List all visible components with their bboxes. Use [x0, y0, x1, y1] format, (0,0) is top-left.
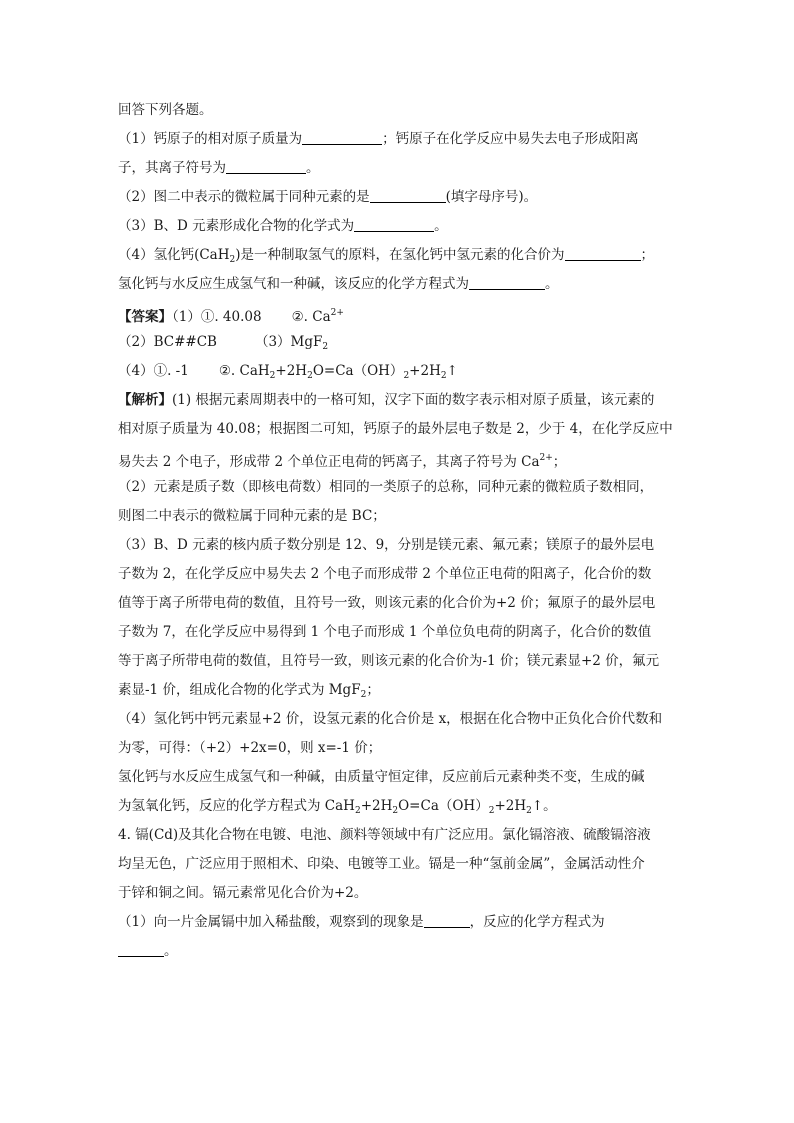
subscript: 2 [229, 255, 236, 265]
subscript: 2 [488, 806, 495, 816]
subscript: 2 [307, 371, 313, 381]
subscript: 2 [392, 806, 399, 816]
analysis-label: 【解析】 [118, 392, 172, 408]
answer-blank [370, 186, 446, 203]
answer-blank [469, 273, 545, 290]
text: 均呈无色，广泛应用于照相术、印染、电镀等工业。镉是一种“氢前金属”，金属活动性介 [118, 856, 645, 872]
question-4-line [118, 241, 678, 270]
superscript: 2+ [539, 453, 553, 463]
answer-label: 【答案】 [118, 309, 172, 325]
subscript: 2 [360, 690, 367, 700]
answer-line-2 [118, 328, 678, 357]
question-3-line [118, 212, 678, 241]
text: ②. CaH [218, 363, 270, 379]
problem-4-question-1-line [118, 908, 678, 937]
text: ，反应的化学方程式为 [469, 914, 605, 930]
answer-blank [226, 157, 306, 174]
analysis-line-12 [118, 705, 678, 734]
text: O=Ca（OH） [312, 363, 404, 379]
answer-line-1 [118, 299, 678, 328]
analysis-line-10 [118, 647, 678, 676]
superscript: 2+ [330, 308, 344, 318]
text: （4）氢化钙中钙元素显+2 价，设氢元素的化合价是 x，根据在化合物中正负化合价代数和 [118, 711, 663, 727]
text: 于锌和铜之间。镉元素常见化合价为+2。 [118, 885, 368, 901]
problem-4-line-2 [118, 850, 678, 879]
text: )是一种制取氢气的原料，在氢化钙中氢元素的化合价为 [235, 247, 565, 263]
answer-line-3 [118, 357, 678, 386]
text: 。 [306, 160, 320, 176]
problem-4-line-3 [118, 879, 678, 908]
question-1-cont-line [118, 154, 678, 183]
subscript: 2 [269, 371, 276, 381]
analysis-line-9 [118, 618, 678, 647]
text: （2）BC##CB [118, 334, 217, 350]
subscript: 2 [354, 806, 361, 816]
text: （1）钙原子的相对原子质量为 [118, 131, 303, 147]
analysis-line-1 [118, 386, 678, 415]
analysis-line-5 [118, 502, 678, 531]
problem-4-line-1 [118, 821, 678, 850]
subscript: 2 [322, 342, 329, 352]
text: 为零，可得：（+2）+2x=0，则 x=-1 价； [118, 740, 382, 756]
analysis-line-7 [118, 560, 678, 589]
question-4-cont-line [118, 270, 678, 299]
text: （3）B、D 元素的核内质子数分别是 12、9，分别是镁元素、氟元素；镁原子的最外层电 [118, 537, 655, 553]
text: 相对原子质量为 40.08；根据图二可知，钙原子的最外层电子数是 2，少于 4，在化学反应中 [118, 421, 673, 437]
text: ； [552, 454, 567, 470]
text: +2H [409, 363, 441, 379]
text: 氢化钙与水反应生成氢气和一种碱，由质量守恒定律，反应前后元素种类不变，生成的碱 [118, 769, 645, 785]
text: 子，其离子符号为 [118, 160, 226, 176]
text: ↑。 [531, 798, 557, 814]
question-2-line [118, 183, 678, 212]
text: （1）①. 40.08 [172, 309, 262, 325]
analysis-line-4 [118, 473, 678, 502]
subscript: 2 [526, 806, 532, 816]
text: （3）B、D 元素形成化合物的化学式为 [118, 218, 355, 234]
analysis-line-8 [118, 589, 678, 618]
analysis-line-3 [118, 444, 678, 473]
text: 为氢氧化钙，反应的化学方程式为 CaH [118, 798, 355, 814]
problem-4-question-1-cont-line [118, 937, 678, 966]
answer-blank [565, 244, 641, 261]
answer-blank [118, 940, 164, 957]
text: 。 [434, 218, 448, 234]
text: ↑ [446, 363, 458, 379]
text: 易失去 2 个电子，形成带 2 个单位正电荷的钙离子，其离子符号为 Ca [118, 454, 540, 470]
text: ； [366, 682, 380, 698]
text: (1) 根据元素周期表中的一格可知，汉字下面的数字表示相对原子质量，该元素的 [172, 392, 655, 408]
text: +2H [494, 798, 527, 814]
text: ②. Ca [291, 309, 331, 325]
subscript: 2 [403, 371, 410, 381]
analysis-line-6 [118, 531, 678, 560]
text: ； [640, 247, 655, 263]
text: 氢化钙与水反应生成氢气和一种碱，该反应的化学方程式为 [118, 276, 469, 292]
text: ；钙原子在化学反应中易失去电子形成阳离 [382, 131, 639, 147]
analysis-line-15 [118, 792, 678, 821]
analysis-line-2 [118, 415, 678, 444]
analysis-line-11 [118, 676, 678, 705]
text: 则图二中表示的微粒属于同种元素的是 BC； [118, 508, 386, 524]
text: (填字母序号)。 [445, 189, 538, 205]
question-1-line [118, 125, 678, 154]
text: 4. 镉(Cd)及其化合物在电镀、电池、颜料等领域中有广泛应用。氯化镉溶液、硫酸镉溶液 [118, 827, 651, 843]
text: +2H [275, 363, 308, 379]
text: （4）①. -1 [118, 363, 189, 379]
text: 子数为 2，在化学反应中易失去 2 个电子而形成带 2 个单位正电荷的阳离子，化合价的数 [118, 566, 652, 582]
text: +2H [360, 798, 393, 814]
analysis-line-13 [118, 734, 678, 763]
text: （2）图二中表示的微粒属于同种元素的是 [118, 189, 370, 205]
text: （1）向一片金属镉中加入稀盐酸，观察到的现象是 [118, 914, 424, 930]
document-page [118, 96, 678, 966]
text: 子数为 7，在化学反应中易得到 1 个电子而形成 1 个单位负电荷的阴离子，化合价的数值 [118, 624, 652, 640]
analysis-line-14 [118, 763, 678, 792]
text: 值等于离子所带电荷的数值，且符号一致，则该元素的化合价为+2 价；氟原子的最外层电 [118, 595, 656, 611]
answer-blank [302, 128, 382, 145]
text: 等于离子所带电荷的数值，且符号一致，则该元素的化合价为-1 价；镁元素显+2 价，氟元 [118, 653, 660, 669]
intro-line [118, 96, 678, 125]
text: 素显-1 价，组成化合物的化学式为 MgF [118, 682, 361, 698]
text: （2）元素是质子数（即核电荷数）相同的一类原子的总称，同种元素的微粒质子数相同， [118, 479, 654, 495]
text: （3）MgF [254, 334, 323, 350]
text: 回答下列各题。 [118, 102, 213, 118]
text: 。 [545, 276, 559, 292]
answer-blank [354, 215, 434, 232]
text: （4）氢化钙(CaH [118, 247, 230, 263]
text: O=Ca（OH） [398, 798, 489, 814]
text: 。 [164, 943, 178, 959]
answer-blank [424, 911, 470, 928]
subscript: 2 [440, 371, 447, 381]
